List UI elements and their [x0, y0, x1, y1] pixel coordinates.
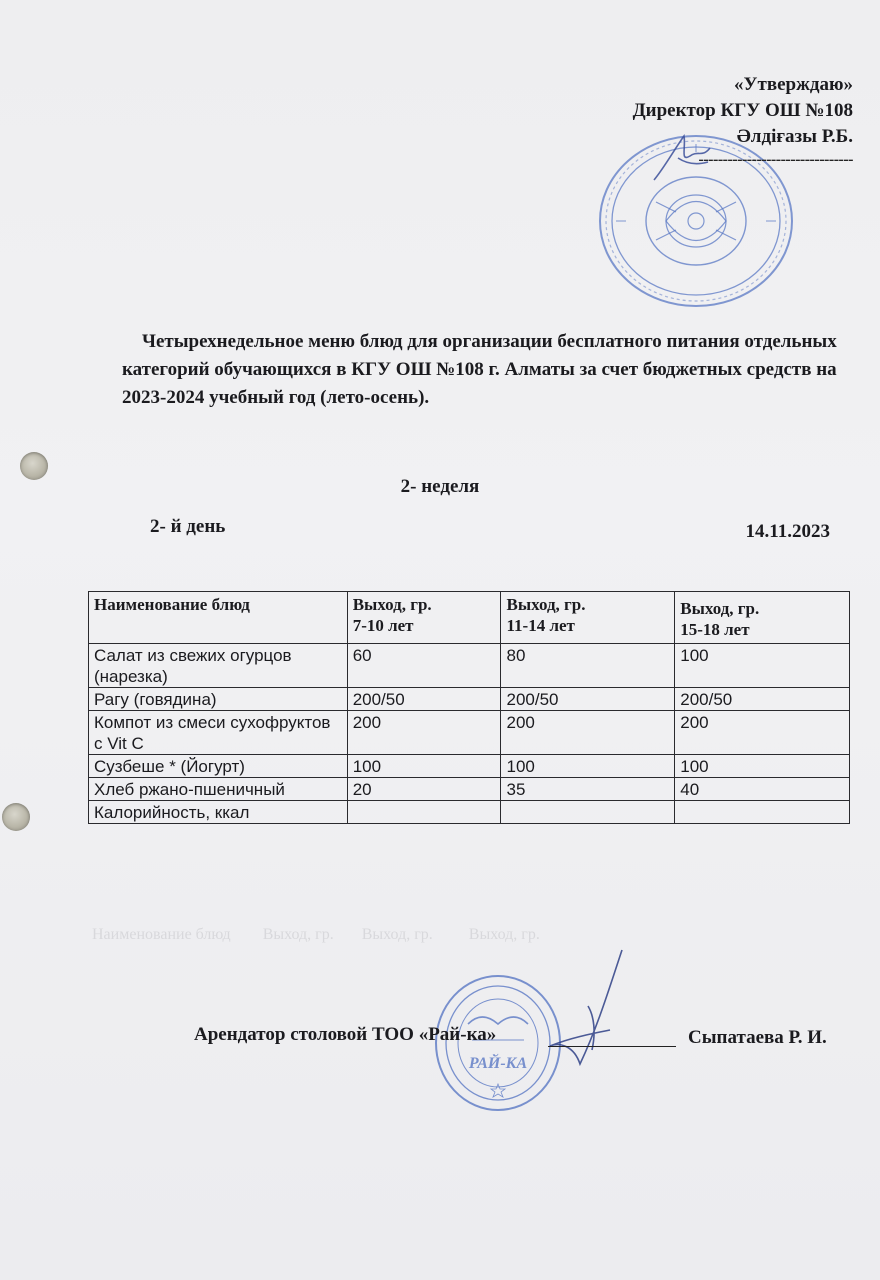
approval-position: Директор КГУ ОШ №108: [632, 100, 853, 121]
approval-block: [633, 72, 853, 170]
tenant-label: Арендатор столовой ТОО «Рай-ка»: [194, 1024, 497, 1045]
yield-11-14: 80: [501, 644, 675, 688]
table-row: [89, 778, 850, 801]
dish-name: Рагу (говядина): [89, 688, 348, 711]
yield-11-14: 35: [501, 778, 675, 801]
dish-name: Сузбеше * (Йогурт): [89, 755, 348, 778]
dish-name: Компот из смеси сухофруктов с Vit C: [89, 711, 348, 755]
approval-director-name: Әлдіғазы Р.Б.: [736, 126, 853, 147]
header-yield-7-10: Выход, гр. 7-10 лет: [347, 592, 501, 644]
yield-7-10: 200/50: [347, 688, 501, 711]
yield-15-18: [675, 801, 850, 824]
document-title: Четырехнедельное меню блюд для организации бесплатного питания отдельных категорий обучающихся в КГУ ОШ №108 г. Алматы за счет бюджетных средств на 2023-2024 учебный год (лето-осень).: [122, 331, 837, 408]
table-row: [89, 755, 850, 778]
yield-7-10: 100: [347, 755, 501, 778]
tenant-signature-line: [548, 1046, 676, 1047]
day-label: 2- й день: [150, 516, 226, 537]
yield-15-18: 200: [675, 711, 850, 755]
yield-15-18: 40: [675, 778, 850, 801]
dish-name: Калорийность, ккал: [89, 801, 348, 824]
yield-11-14: 200: [501, 711, 675, 755]
table-row: [89, 688, 850, 711]
yield-7-10: 60: [347, 644, 501, 688]
table-header-row: [89, 592, 850, 644]
yield-7-10: 20: [347, 778, 501, 801]
yield-11-14: 200/50: [501, 688, 675, 711]
header-yield-15-18: Выход, гр. 15-18 лет: [675, 592, 850, 644]
table-row: [89, 711, 850, 755]
yield-15-18: 100: [675, 755, 850, 778]
yield-11-14: [501, 801, 675, 824]
menu-date: 14.11.2023: [745, 521, 830, 542]
dish-name: Хлеб ржано-пшеничный: [89, 778, 348, 801]
yield-7-10: 200: [347, 711, 501, 755]
table-row: [89, 801, 850, 824]
yield-15-18: 200/50: [675, 688, 850, 711]
tenant-signature: [540, 946, 640, 1076]
svg-text:РАЙ-КА: РАЙ-КА: [468, 1055, 528, 1072]
tenant-name: Сыпатаева Р. И.: [688, 1027, 827, 1048]
approval-signature-line: --------------------------------: [698, 151, 853, 168]
approval-heading: «Утверждаю»: [734, 74, 853, 95]
punch-hole: [2, 803, 30, 831]
dish-name: Салат из свежих огурцов (нарезка): [89, 644, 348, 688]
table-row: [89, 644, 850, 688]
week-label: 2- неделя: [400, 476, 480, 497]
bleed-through-text: Наименование блюд Выход, гр. Выход, гр. Выход, гр.: [92, 926, 540, 943]
yield-15-18: 100: [675, 644, 850, 688]
header-dish-name: Наименование блюд: [89, 592, 348, 644]
menu-table: [88, 591, 850, 824]
yield-7-10: [347, 801, 501, 824]
header-yield-11-14: Выход, гр. 11-14 лет: [501, 592, 675, 644]
yield-11-14: 100: [501, 755, 675, 778]
